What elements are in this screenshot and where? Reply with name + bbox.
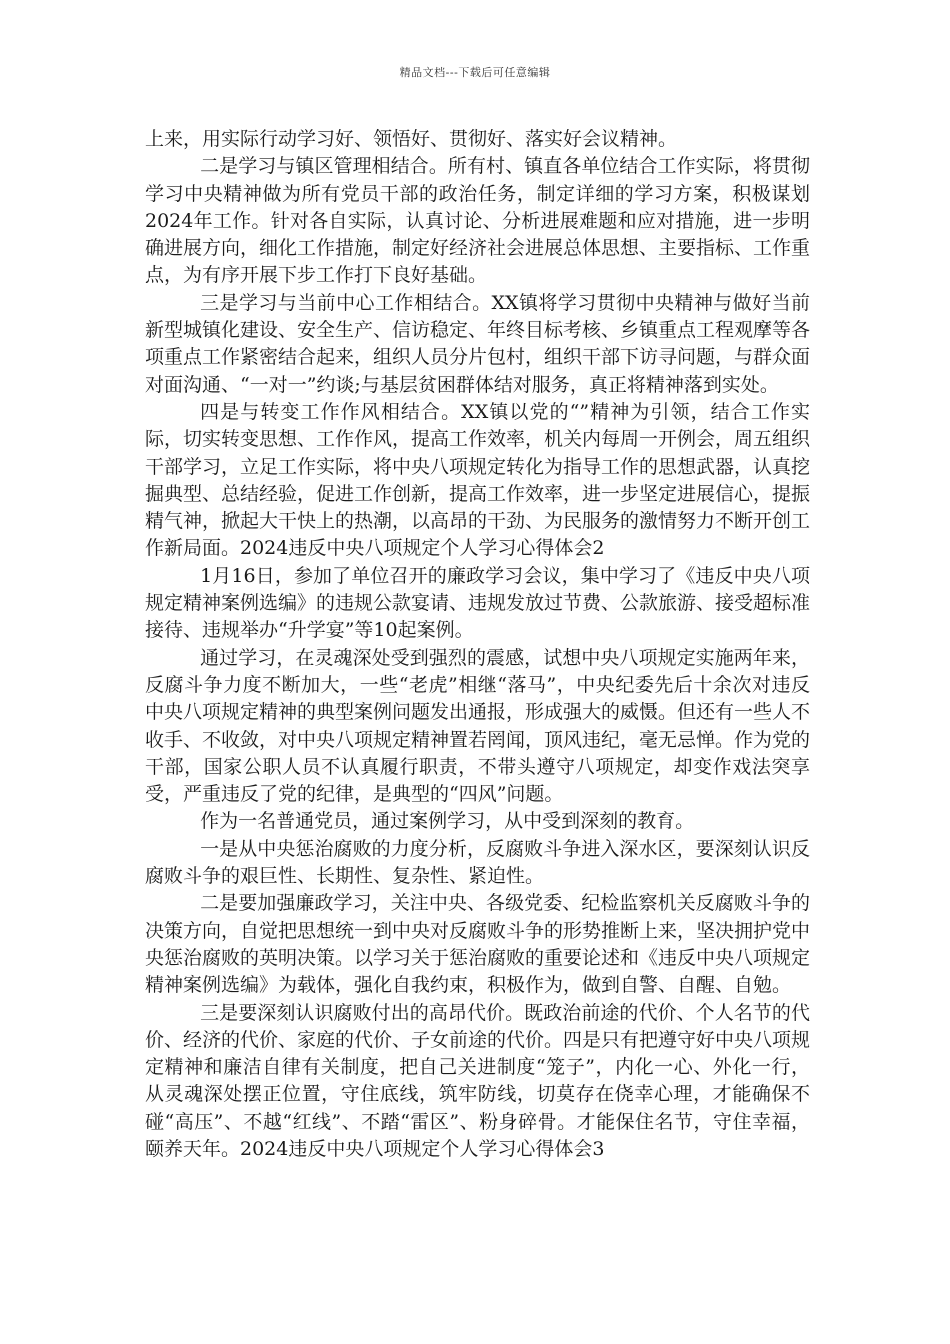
paragraph: 作为一名普通党员，通过案例学习，从中受到深刻的教育。 [200,810,695,833]
paragraph: 三是要深刻认识腐败付出的高昂代价。既政治前途的代价、个人名节的代价、经济的代价、家庭的代价、子女前途的代价。四是只有把遵守好中央八项规定精神和廉洁自律有关制度，把自己关进制度“笼子”，内化一心、外化一行，从灵魂深处摆正位置，守住底线，筑牢防线，切莫存在侥幸心理，才能确保不碰“高压”、不越“红线”、不踏“雷区”、粉身碎骨。才能保住名节，守住幸福，颐养天年。2024违反中央八项规定个人学习心得体会3 [145,1001,811,1160]
paragraph: 通过学习，在灵魂深处受到强烈的震感，试想中央八项规定实施两年来，反腐斗争力度不断加大，一些“老虎”相继“落马”，中央纪委先后十余次对违反中央八项规定精神的典型案例问题发出通报，形成强大的威慑。但还有一些人不收手、不收敛，对中央八项规定精神置若罔闻，顶风违纪，毫无忌惮。作为党的干部，国家公职人员不认真履行职责，不带头遵守八项规定，却变作戏法突享受，严重违反了党的纪律，是典型的“四风”问题。 [145,646,811,806]
paragraph: 上来，用实际行动学习好、领悟好、贯彻好、落实好会议精神。 [145,128,678,150]
document-body [145,126,810,1163]
paragraph: 1月16日，参加了单位召开的廉政学习会议，集中学习了《违反中央八项规定精神案例选编》的违规公款宴请、违规发放过节费、公款旅游、接受超标准接待、违规举办“升学宴”等10起案例。 [145,564,811,642]
paragraph: 一是从中央惩治腐败的力度分析，反腐败斗争进入深水区，要深刻认识反腐败斗争的艰巨性、长期性、复杂性、紧迫性。 [145,837,810,888]
paragraph: 二是学习与镇区管理相结合。所有村、镇直各单位结合工作实际，将贯彻学习中央精神做为所有党员干部的政治任务，制定详细的学习方案，积极谋划2024年工作。针对各自实际，认真讨论、分析进展难题和应对措施，进一步明确进展方向，细化工作措施，制定好经济社会进展总体思想、主要指标、工作重点，为有序开展下步工作打下良好基础。 [145,155,811,287]
page-header: 精品文档---下载后可任意编辑 [399,66,551,79]
paragraph: 二是要加强廉政学习，关注中央、各级党委、纪检监察机关反腐败斗争的决策方向，自觉把思想统一到中央对反腐败斗争的形势推断上来，坚决拥护党中央惩治腐败的英明决策。以学习关于惩治腐败的重要论述和《违反中央八项规定精神案例选编》为载体，强化自我约束，积极作为，做到自警、自醒、自勉。 [145,892,811,997]
paragraph: 四是与转变工作作风相结合。XX镇以党的“”精神为引领，结合工作实际，切实转变思想、工作作风，提高工作效率，机关内每周一开例会，周五组织干部学习，立足工作实际，将中央八项规定转化为指导工作的思想武器，认真挖掘典型、总结经验，促进工作创新，提高工作效率，进一步坚定进展信心，提振精气神，掀起大干快上的热潮，以高昂的干劲、为民服务的激情努力不断开创工作新局面。2024违反中央八项规定个人学习心得体会2 [145,400,811,560]
paragraph: 三是学习与当前中心工作相结合。XX镇将学习贯彻中央精神与做好当前新型城镇化建设、安全生产、信访稳定、年终目标考核、乡镇重点工程观摩等各项重点工作紧密结合起来，组织人员分片包村，组织干部下访寻问题，与群众面对面沟通、“一对一”约谈;与基层贫困群体结对服务，真正将精神落到实处。 [145,291,811,396]
